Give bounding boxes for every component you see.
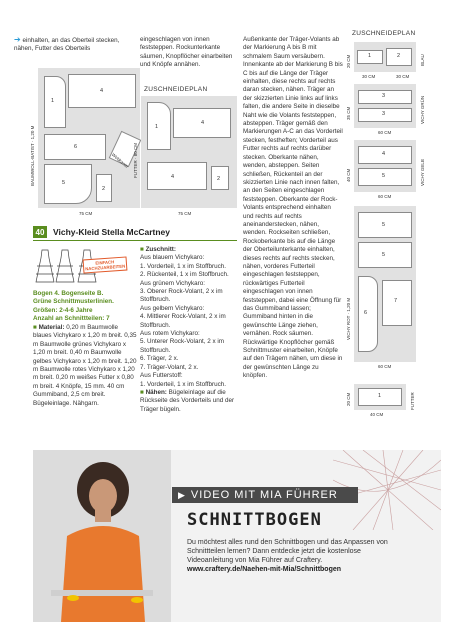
diagram2-bottom-label: 75 CM <box>178 211 192 216</box>
arrow-icon: ➔ <box>14 35 21 44</box>
cutting-plan-2: 1 4 4 2 <box>141 96 237 208</box>
cut-list: ■ Zuschnitt: Aus blauem Vichykaro: 1. Vorderteil, 1 x im Stoffbruch. 2. Rückenteil, 1 x im Stoffbruch. Aus grünem Vichykaro: 3. Oberer Rock-Volant, 2 x im Stoffbruch. Aus gelbem Vichykaro: 4. Mittlerer Rock-Volant, 2 x im Stoffbruch. Aus rotem Vichykaro: 5. Unterer Rock-Volant, 2 x im Stoffbruch. 6. Träger, 2 x. 7. Träger-Volant, 2 x. Aus Futterstoff: 1. Vorderteil, 1 x im Stoffbruch. ■ Nähen: Bügeleinlage auf die Rückseite des Vorderteils und der Träger bügeln. <box>140 246 235 413</box>
video-headline: SCHNITTBOGEN <box>187 510 322 530</box>
plan-blau: 1 2 <box>354 42 416 72</box>
project-number-badge: 40 <box>33 226 47 238</box>
video-link[interactable]: www.craftery.de/Naehen-mit-Mia/Schnittbogen <box>187 566 342 573</box>
easy-badge: EINFACH NACHZUARBEITEN <box>83 256 128 273</box>
diagram1-vertical-label: BAUMWOLL-BATIST · 1,20 M <box>30 125 35 186</box>
info-block: Bogen 4. Bogenseite B. Grüne Schnittmusterlinien. Größen: 2-4-6 Jahre Anzahl an Schnittteilen: 7 <box>33 290 114 323</box>
video-title-bar: ▶ VIDEO MIT MIA FÜHRER <box>172 487 358 503</box>
video-banner <box>33 450 441 622</box>
material-text: ■ Material: 0,20 m Baumwolle blaues Vichykaro x 1,20 m breit. 0,35 m Baumwolle grünes Vichykaro x 1,20 m breit. 0,40 m Baumwolle gelbes Vichykaro x 1,20 m breit. 1,20 m Baumwolle rotes Vichykaro x 1,20 m breit. 0,20 m weißes Futter x 0,80 m breit. 4 Knöpfe, 15 mm. 40 cm Gummiband, 2,5 cm breit. Bügeleinlage. Nähgarn. <box>33 324 137 407</box>
presenter-photo <box>33 450 171 622</box>
project-title: Vichy-Kleid Stella McCartney <box>53 227 170 237</box>
plan-rot: 5 5 6 7 <box>354 206 416 362</box>
video-body: Du möchtest alles rund den Schnittbogen und das Anpassen von Schnittteilen lernen? Dann entdecke jetzt die kostenlose Videoanleitung von Mia Führer auf Craftery. <box>187 539 388 564</box>
plan-futter: 1 <box>354 384 406 410</box>
play-icon: ▶ <box>178 489 186 500</box>
schnitt-title-2: ZUSCHNEIDEPLAN <box>144 86 208 93</box>
col1-intro: ➔ einhalten, an das Oberteil stecken, nähen, Futter des Oberteils <box>14 35 120 53</box>
diagram2-vertical-label: FUTTER · 80 CM <box>133 142 138 178</box>
col2-intro: eingeschlagen von innen feststeppen. Rockunterkante säumen, Knopflöcher einarbeiten und Knöpfe annähen. <box>140 36 233 69</box>
plan-gelb: 4 5 <box>354 140 416 192</box>
plan-gruen: 3 3 <box>354 84 416 128</box>
col3-instructions: Außenkante der Träger-Volants ab der Markierung A bis B mit schmalem Saum versäubern. Innenkante ab der Markierung B bis C bis auf die Länge der Träger einhalten, diese rechts auf rechts daran stecken, nähen. Träger an der skizzierten Linie links auf links falten, die andere Seite in dieselbe Naht wie die Volants feststeppen, absteppen. Träger gemäß den Markierungen A-C an das Vorderteil stecken, festheften; Vorderteil aus Futter rechts auf rechts darüber stecken. Oberkante nähen, wenden, absteppen. Seiten schließen, Rückenteil an der skizzierten Linie nach innen falten, an den Seiten eingeschlagen feststeppen. Oberkante der Rock-Volants entsprechend einhalten und rechts auf rechts aneinanderstecken, nähen, wenden. Rockseiten schließen, Rockoberkante bis auf die Länge der Oberteilunterkante einhalten, dieses rechts auf rechts stecken, nähen, vorderes Futterteil eingeschlagen feststeppen, rückwärtiges Futterteil eingeschlagen von innen feststeppen, dabei eine Öffnung für das Gummiband lassen; Gummiband hinten in die gewünschte Länge ziehen, vernähen. Rock säumen. Rückwärtige Knopflöcher gemäß Schnittmuster einarbeiten, Knöpfe auf den Trägern nähen, um diese in der gewünschten Länge zu knöpfen. <box>243 36 343 380</box>
cutting-plan-1: 1 4 6 5 2 Webkante <box>38 68 140 208</box>
diagram1-bottom-label: 75 CM <box>79 211 93 216</box>
schnitt-title-3: ZUSCHNEIDEPLAN <box>352 30 416 37</box>
